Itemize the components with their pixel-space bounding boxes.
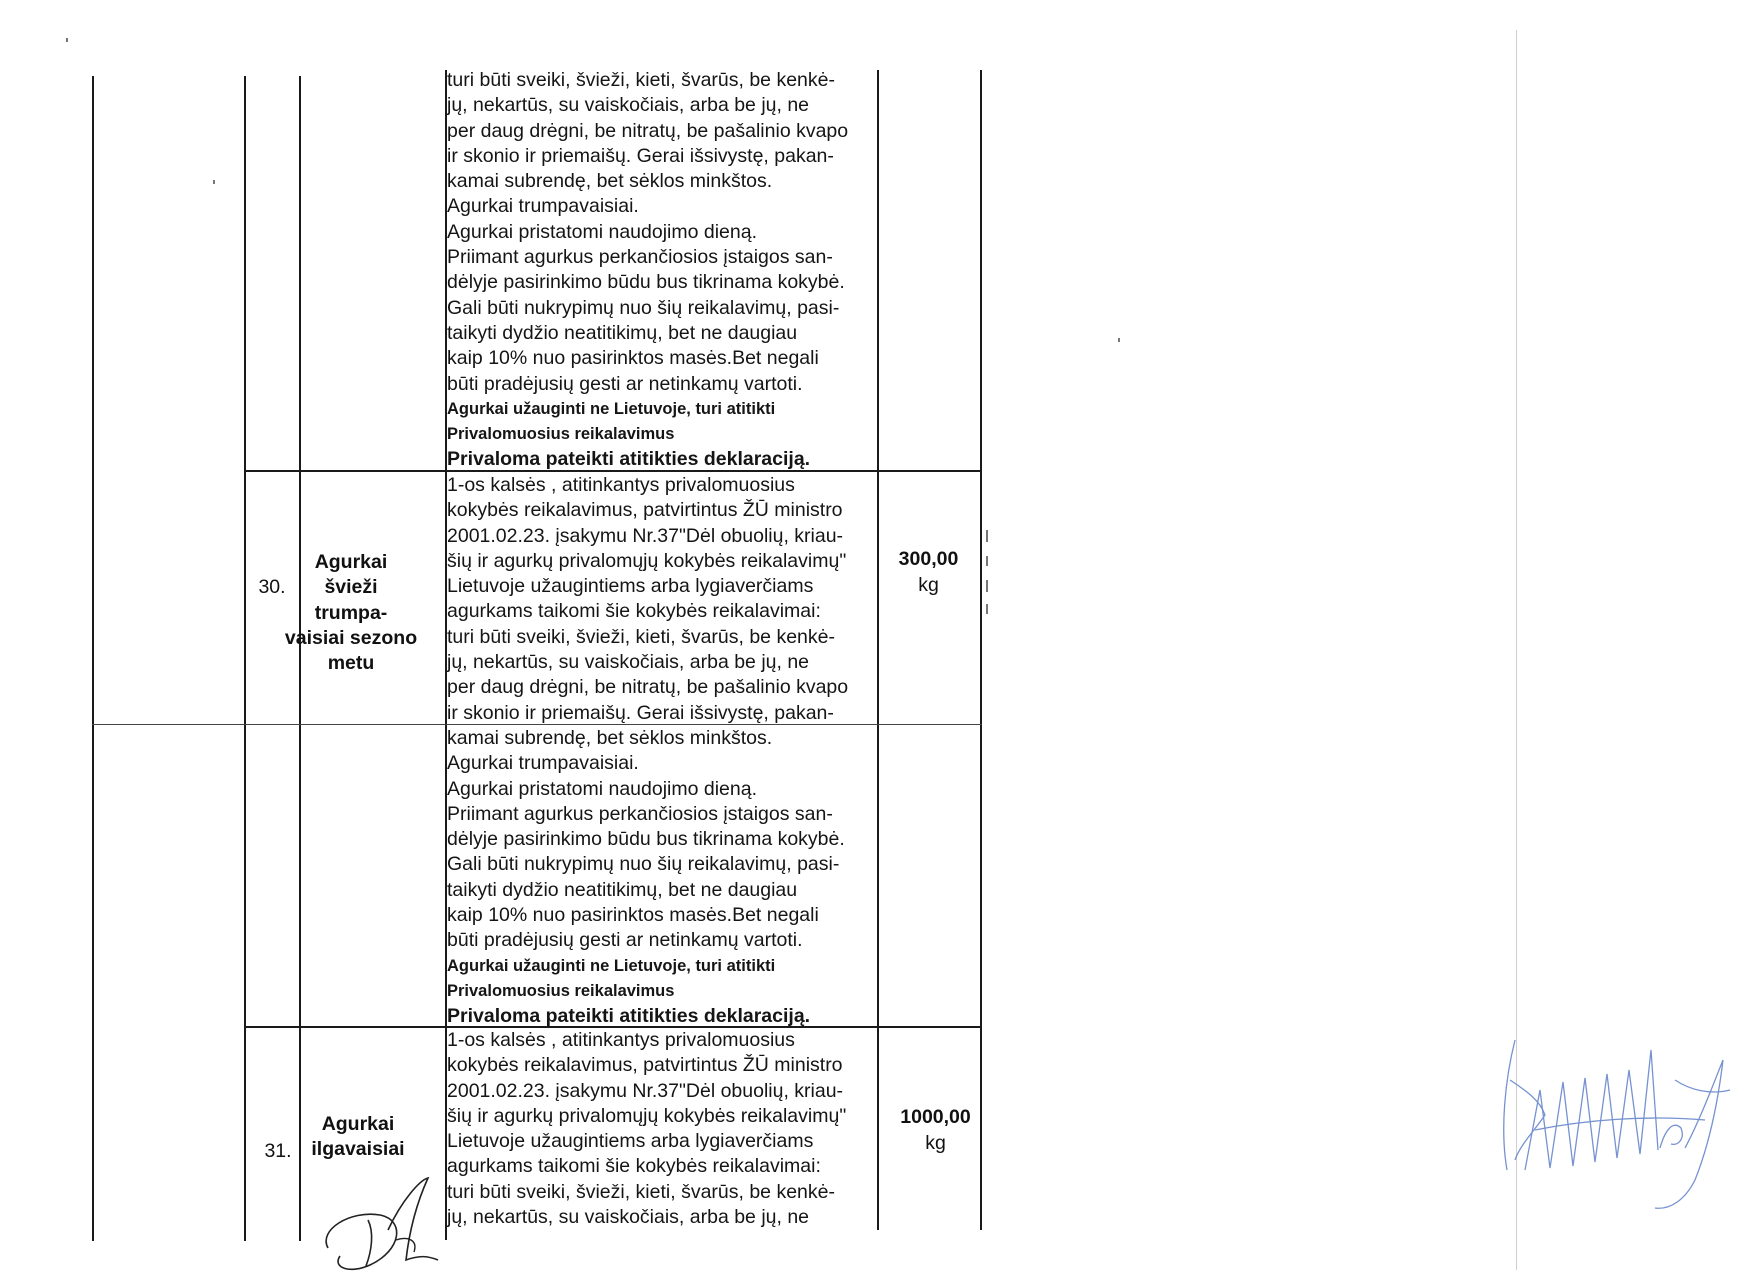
row-31-quantity	[883, 1104, 988, 1156]
description-line: 1-os kalsės , atitinkantys privalomuosius	[447, 474, 795, 496]
description-line: turi būti sveiki, švieži, kieti, švarūs, be kenkė-	[447, 1180, 835, 1203]
description-line: turi būti sveiki, švieži, kieti, švarūs, be kenkė-	[447, 69, 835, 91]
description-line: Gali būti nukrypimų nuo šių reikalavimų, pasi-	[447, 296, 840, 319]
description-line: agurkams taikomi šie kokybės reikalavimai:	[447, 1155, 821, 1178]
description-line: per daug drėgni, be nitratų, be pašalinio kvapo	[447, 119, 849, 142]
scan-speck	[66, 38, 68, 42]
description-line: dėlyje pasirinkimo būdu bus tikrinama kokybė.	[447, 271, 845, 294]
description-line: taikyti dydžio neatitikimų, bet ne daugiau	[447, 878, 798, 901]
description-line: 1-os kalsės , atitinkantys privalomuosius	[447, 1029, 795, 1051]
row-30-name	[276, 550, 426, 676]
row-31-name	[283, 1112, 433, 1163]
blue-signature	[1495, 1020, 1745, 1230]
description-line: šių ir agurkų privalomųjų kokybės reikalavimų"	[447, 1104, 847, 1127]
row-30-description	[447, 473, 872, 726]
description-line: jų, nekartūs, su vaiskočiais, arba be jų, ne	[447, 651, 810, 674]
row-30-name-line: vaisiai sezono	[284, 626, 418, 649]
description-line: jų, nekartūs, su vaiskočiais, arba be jų, ne	[447, 1206, 810, 1229]
description-line: Priimant agurkus perkančiosios įstaigos san-	[447, 246, 833, 269]
row-31-description	[447, 1028, 872, 1230]
description-line: agurkams taikomi šie kokybės reikalavimai:	[447, 600, 821, 623]
row-30-quantity-value: 300,00	[898, 548, 959, 570]
row-30-continuation-description	[447, 726, 872, 1030]
description-line: būti pradėjusių gesti ar netinkamų vartoti.	[447, 372, 803, 395]
row-31-quantity-value: 1000,00	[900, 1106, 971, 1128]
row-continuation-description	[447, 68, 872, 473]
description-line: kokybės reikalavimus, patvirtintus ŽŪ ministro	[447, 1054, 843, 1077]
description-line: Lietuvoje užaugintiems arba lygiaverčiams	[447, 575, 814, 598]
description-line: kokybės reikalavimus, patvirtintus ŽŪ ministro	[447, 499, 843, 522]
description-line: turi būti sveiki, švieži, kieti, švarūs, be kenkė-	[447, 625, 835, 648]
description-line: Privalomuosius reikalavimus	[447, 981, 675, 1000]
description-line: būti pradėjusių gesti ar netinkamų vartoti.	[447, 929, 803, 952]
description-line: 2001.02.23. įsakymu Nr.37"Dėl obuolių, kriau-	[447, 524, 844, 547]
scan-speck	[986, 530, 988, 542]
table-border-left	[92, 76, 94, 1241]
description-line: Privalomuosius reikalavimus	[447, 425, 675, 444]
scan-speck	[986, 556, 988, 566]
description-line: kaip 10% nuo pasirinktos masės.Bet negali	[447, 347, 819, 370]
row-30-number: 30.	[258, 576, 286, 598]
description-line: šių ir agurkų privalomųjų kokybės reikalavimų"	[447, 549, 847, 572]
handwritten-initials	[310, 1170, 450, 1275]
description-line: ir skonio ir priemaišų. Gerai išsivystę, pakan-	[447, 144, 834, 167]
row-30-name-line: Agurkai	[314, 551, 388, 573]
description-line: Lietuvoje užaugintiems arba lygiaverčiams	[447, 1130, 814, 1153]
description-line: Priimant agurkus perkančiosios įstaigos san-	[447, 802, 833, 825]
row-30-quantity	[876, 546, 981, 598]
description-line: Privaloma pateikti atitikties deklaraciją.	[447, 448, 811, 471]
description-line: kamai subrendę, bet sėklos minkštos.	[447, 727, 773, 749]
description-line: Agurkai užauginti ne Lietuvoje, turi atitikti	[447, 956, 776, 975]
description-line: Agurkai trumpavaisiai.	[447, 752, 639, 775]
description-line: Agurkai užauginti ne Lietuvoje, turi atitikti	[447, 399, 776, 418]
description-line: 2001.02.23. įsakymu Nr.37"Dėl obuolių, kriau-	[447, 1079, 844, 1102]
table-border-col1	[244, 76, 246, 1241]
description-line: Agurkai trumpavaisiai.	[447, 195, 639, 218]
scan-speck	[986, 604, 988, 614]
description-line: Gali būti nukrypimų nuo šių reikalavimų, pasi-	[447, 853, 840, 876]
row-30-quantity-unit: kg	[918, 574, 939, 596]
row-30-name-line: trumpa-	[314, 601, 388, 624]
description-line: Agurkai pristatomi naudojimo dieną.	[447, 220, 758, 243]
description-line: jų, nekartūs, su vaiskočiais, arba be jų, ne	[447, 94, 810, 117]
table-border-col4	[877, 70, 879, 1230]
description-line: taikyti dydžio neatitikimų, bet ne daugiau	[447, 321, 798, 344]
row-31-name-line: ilgavaisiai	[311, 1138, 405, 1161]
row-31-name-line: Agurkai	[321, 1113, 395, 1135]
description-line: kaip 10% nuo pasirinktos masės.Bet negali	[447, 904, 819, 927]
row-31-number: 31.	[264, 1140, 292, 1162]
scan-speck	[213, 180, 215, 184]
table-border-right	[980, 70, 982, 1230]
row-30-name-line: švieži	[324, 576, 378, 599]
description-line: kamai subrendę, bet sėklos minkštos.	[447, 170, 773, 193]
description-line: Privaloma pateikti atitikties deklaraciją.	[447, 1005, 811, 1028]
description-line: Agurkai pristatomi naudojimo dieną.	[447, 777, 758, 800]
row-31-quantity-unit: kg	[925, 1132, 946, 1154]
scan-speck	[1118, 338, 1120, 342]
scan-speck	[986, 580, 988, 592]
description-line: dėlyje pasirinkimo būdu bus tikrinama kokybė.	[447, 828, 845, 851]
description-line: ir skonio ir priemaišų. Gerai išsivystę, pakan-	[447, 701, 834, 724]
row-30-name-line: metu	[327, 652, 375, 675]
description-line: per daug drėgni, be nitratų, be pašalinio kvapo	[447, 676, 849, 699]
